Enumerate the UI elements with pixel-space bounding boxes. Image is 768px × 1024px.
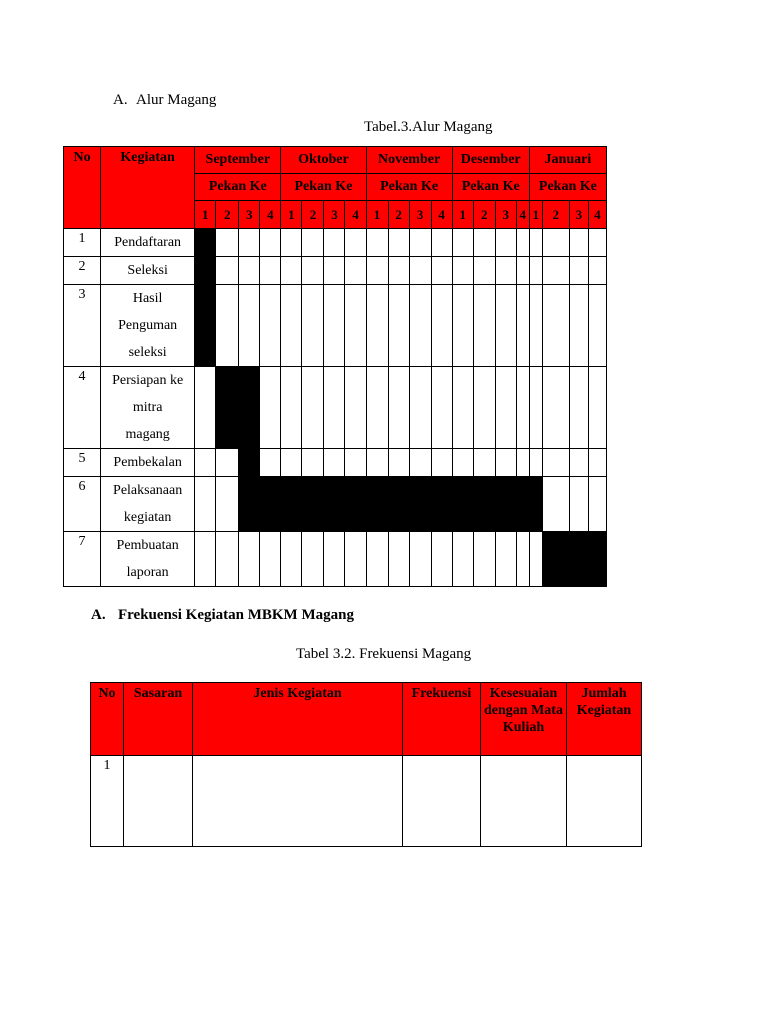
week-cell: [516, 257, 529, 285]
week-cell: [542, 229, 569, 257]
section-heading-alur-magang: [113, 92, 216, 109]
week-cell: [388, 257, 409, 285]
week-cell: [345, 229, 366, 257]
week-cell: [324, 449, 345, 477]
week-cell-filled: [345, 477, 366, 532]
header-no: No: [64, 147, 101, 229]
week-cell: [473, 229, 495, 257]
header-week-number: 4: [588, 201, 606, 229]
week-cell: [588, 229, 606, 257]
week-cell-filled: [569, 532, 588, 587]
week-cell: [260, 449, 281, 477]
week-cell: [495, 449, 516, 477]
week-cell: [431, 532, 452, 587]
table-caption-frekuensi: Tabel 3.2. Frekuensi Magang: [296, 646, 472, 662]
cell-no: 2: [64, 257, 101, 285]
week-cell: [495, 257, 516, 285]
week-cell: [366, 257, 388, 285]
gantt-row: [64, 257, 607, 285]
week-cell: [542, 285, 569, 367]
week-cell: [345, 257, 366, 285]
header-week-number: 2: [542, 201, 569, 229]
cell-kegiatan: [101, 285, 195, 367]
header-week-number: 1: [366, 201, 388, 229]
cell-no: 1: [91, 756, 124, 847]
week-cell: [495, 532, 516, 587]
kegiatan-line: kegiatan: [123, 510, 172, 525]
week-cell: [409, 285, 431, 367]
week-cell: [345, 367, 366, 449]
week-cell: [569, 229, 588, 257]
header-week-number: 2: [473, 201, 495, 229]
week-cell: [260, 285, 281, 367]
week-cell: [302, 285, 324, 367]
week-cell: [302, 257, 324, 285]
week-cell: [388, 532, 409, 587]
table-caption-alur-magang: Tabel.3.Alur Magang: [364, 119, 493, 135]
week-cell: [588, 477, 606, 532]
header-week-number: 2: [388, 201, 409, 229]
week-cell: [516, 367, 529, 449]
week-cell: [409, 367, 431, 449]
week-cell: [588, 285, 606, 367]
week-cell: [195, 532, 216, 587]
section-marker: A.: [113, 92, 128, 108]
kegiatan-line: Penguman: [118, 318, 178, 333]
gantt-body: [64, 229, 607, 587]
week-cell: [495, 229, 516, 257]
week-cell: [302, 229, 324, 257]
cell-kegiatan: [101, 229, 195, 257]
header-pekan-ke: Pekan Ke: [195, 174, 281, 201]
week-cell-filled: [452, 477, 473, 532]
week-cell-filled: [195, 229, 216, 257]
section-title: Alur Magang: [136, 92, 217, 108]
week-cell: [452, 532, 473, 587]
gantt-row: [64, 532, 607, 587]
kegiatan-line: Hasil: [132, 291, 163, 306]
cell-kegiatan: [101, 449, 195, 477]
header-month-desember: Desember: [452, 147, 529, 174]
week-cell: [473, 449, 495, 477]
header-week-number: 4: [345, 201, 366, 229]
week-cell: [216, 285, 239, 367]
week-cell: [281, 449, 302, 477]
week-cell: [388, 367, 409, 449]
week-cell-filled: [495, 477, 516, 532]
week-cell-filled: [588, 532, 606, 587]
kegiatan-line: Pembekalan: [113, 455, 182, 470]
week-cell-filled: [516, 477, 529, 532]
header-pekan-ke: Pekan Ke: [529, 174, 606, 201]
week-cell: [588, 257, 606, 285]
week-cell: [473, 257, 495, 285]
header-no: No: [91, 683, 124, 756]
week-cell: [324, 285, 345, 367]
header-week-number: 4: [260, 201, 281, 229]
header-jenis-kegiatan: Jenis Kegiatan: [193, 683, 403, 756]
week-cell: [409, 449, 431, 477]
section-title: Frekuensi Kegiatan MBKM Magang: [118, 607, 354, 623]
header-month-september: September: [195, 147, 281, 174]
week-cell: [431, 257, 452, 285]
week-cell: [345, 285, 366, 367]
kegiatan-line: Seleksi: [127, 263, 168, 278]
week-cell: [366, 532, 388, 587]
week-cell: [366, 229, 388, 257]
cell-no: 3: [64, 285, 101, 367]
cell-kesesuaian: [481, 756, 567, 847]
week-cell: [281, 285, 302, 367]
week-cell: [409, 532, 431, 587]
week-cell: [216, 257, 239, 285]
week-cell: [388, 449, 409, 477]
week-cell-filled: [366, 477, 388, 532]
header-kegiatan: Kegiatan: [101, 147, 195, 229]
header-pekan-ke: Pekan Ke: [366, 174, 452, 201]
week-cell: [588, 449, 606, 477]
cell-jumlah-kegiatan: [567, 756, 642, 847]
header-week-number: 3: [569, 201, 588, 229]
cell-no: 6: [64, 477, 101, 532]
week-cell: [452, 449, 473, 477]
week-cell-filled: [324, 477, 345, 532]
header-week-number: 1: [529, 201, 542, 229]
header-week-number: 1: [195, 201, 216, 229]
frequency-table: [90, 682, 642, 847]
week-cell: [495, 367, 516, 449]
week-cell: [409, 257, 431, 285]
cell-jenis-kegiatan: [193, 756, 403, 847]
kegiatan-line: Pembuatan: [116, 538, 179, 553]
header-pekan-ke: Pekan Ke: [281, 174, 366, 201]
week-cell: [324, 229, 345, 257]
week-cell-filled: [281, 477, 302, 532]
week-cell-filled: [216, 367, 239, 449]
kegiatan-line: seleksi: [128, 345, 167, 360]
header-week-number: 3: [324, 201, 345, 229]
week-cell: [281, 367, 302, 449]
week-cell: [473, 367, 495, 449]
cell-kegiatan: [101, 477, 195, 532]
header-kesesuaian: Kesesuaian dengan Mata Kuliah: [481, 683, 567, 756]
week-cell: [473, 285, 495, 367]
week-cell: [516, 229, 529, 257]
header-week-number: 3: [239, 201, 260, 229]
week-cell: [569, 367, 588, 449]
gantt-row: [64, 449, 607, 477]
week-cell-filled: [195, 285, 216, 367]
cell-sasaran: [124, 756, 193, 847]
week-cell: [216, 229, 239, 257]
week-cell: [516, 532, 529, 587]
week-cell-filled: [302, 477, 324, 532]
week-cell: [431, 449, 452, 477]
week-cell: [569, 477, 588, 532]
week-cell: [260, 532, 281, 587]
cell-no: 5: [64, 449, 101, 477]
header-week-number: 2: [216, 201, 239, 229]
week-cell: [569, 285, 588, 367]
week-cell: [302, 367, 324, 449]
week-cell-filled: [409, 477, 431, 532]
week-cell-filled: [431, 477, 452, 532]
header-frekuensi: Frekuensi: [403, 683, 481, 756]
cell-kegiatan: [101, 367, 195, 449]
week-cell-filled: [529, 477, 542, 532]
week-cell: [542, 367, 569, 449]
week-cell: [239, 257, 260, 285]
header-week-number: 3: [409, 201, 431, 229]
week-cell-filled: [388, 477, 409, 532]
kegiatan-line: Pendaftaran: [114, 235, 182, 250]
header-week-number: 1: [281, 201, 302, 229]
kegiatan-line: mitra: [132, 400, 163, 415]
week-cell: [529, 367, 542, 449]
header-week-number: 3: [495, 201, 516, 229]
gantt-row: [64, 367, 607, 449]
week-cell: [495, 285, 516, 367]
kegiatan-line: Persiapan ke: [112, 373, 184, 388]
section-marker: A.: [91, 607, 106, 623]
week-cell-filled: [473, 477, 495, 532]
week-cell: [452, 229, 473, 257]
week-cell: [239, 285, 260, 367]
week-cell: [529, 229, 542, 257]
week-cell: [216, 477, 239, 532]
week-cell: [281, 257, 302, 285]
table-row: [91, 756, 642, 847]
cell-kegiatan: [101, 257, 195, 285]
week-cell-filled: [239, 449, 260, 477]
header-month-januari: Januari: [529, 147, 606, 174]
week-cell: [239, 532, 260, 587]
week-cell: [195, 477, 216, 532]
header-week-number: 4: [431, 201, 452, 229]
header-week-number: 1: [452, 201, 473, 229]
week-cell: [542, 257, 569, 285]
week-cell: [216, 532, 239, 587]
header-jumlah-kegiatan: Jumlah Kegiatan: [567, 683, 642, 756]
week-cell: [216, 449, 239, 477]
week-cell: [260, 229, 281, 257]
week-cell: [388, 285, 409, 367]
week-cell: [516, 285, 529, 367]
cell-no: 7: [64, 532, 101, 587]
kegiatan-line: laporan: [126, 565, 169, 580]
week-cell: [260, 367, 281, 449]
gantt-row: [64, 477, 607, 532]
week-cell: [452, 285, 473, 367]
week-cell-filled: [542, 532, 569, 587]
cell-no: 4: [64, 367, 101, 449]
week-cell: [345, 449, 366, 477]
header-month-november: November: [366, 147, 452, 174]
gantt-table: [63, 146, 607, 587]
cell-no: 1: [64, 229, 101, 257]
header-pekan-ke: Pekan Ke: [452, 174, 529, 201]
week-cell: [569, 257, 588, 285]
gantt-row: [64, 229, 607, 257]
week-cell: [281, 229, 302, 257]
header-week-number: 2: [302, 201, 324, 229]
section-heading-frekuensi: [91, 607, 354, 624]
week-cell: [542, 477, 569, 532]
week-cell: [195, 367, 216, 449]
week-cell: [302, 532, 324, 587]
week-cell: [302, 449, 324, 477]
week-cell: [409, 229, 431, 257]
header-sasaran: Sasaran: [124, 683, 193, 756]
week-cell: [542, 449, 569, 477]
week-cell: [239, 229, 260, 257]
week-cell: [431, 367, 452, 449]
week-cell: [366, 285, 388, 367]
week-cell: [431, 229, 452, 257]
week-cell: [529, 449, 542, 477]
week-cell: [324, 257, 345, 285]
week-cell: [431, 285, 452, 367]
week-cell: [529, 532, 542, 587]
week-cell: [366, 449, 388, 477]
week-cell: [452, 367, 473, 449]
gantt-row: [64, 285, 607, 367]
week-cell-filled: [195, 257, 216, 285]
cell-kegiatan: [101, 532, 195, 587]
week-cell: [388, 229, 409, 257]
week-cell-filled: [239, 367, 260, 449]
kegiatan-line: Pelaksanaan: [113, 483, 183, 498]
week-cell: [516, 449, 529, 477]
kegiatan-line: magang: [125, 427, 170, 442]
week-cell-filled: [260, 477, 281, 532]
cell-frekuensi: [403, 756, 481, 847]
week-cell: [366, 367, 388, 449]
header-week-number: 4: [516, 201, 529, 229]
week-cell: [473, 532, 495, 587]
week-cell: [452, 257, 473, 285]
week-cell: [281, 532, 302, 587]
week-cell: [529, 257, 542, 285]
week-cell: [588, 367, 606, 449]
week-cell: [529, 285, 542, 367]
week-cell: [260, 257, 281, 285]
week-cell: [324, 532, 345, 587]
week-cell: [324, 367, 345, 449]
week-cell: [345, 532, 366, 587]
header-month-oktober: Oktober: [281, 147, 366, 174]
week-cell: [569, 449, 588, 477]
week-cell-filled: [239, 477, 260, 532]
week-cell: [195, 449, 216, 477]
